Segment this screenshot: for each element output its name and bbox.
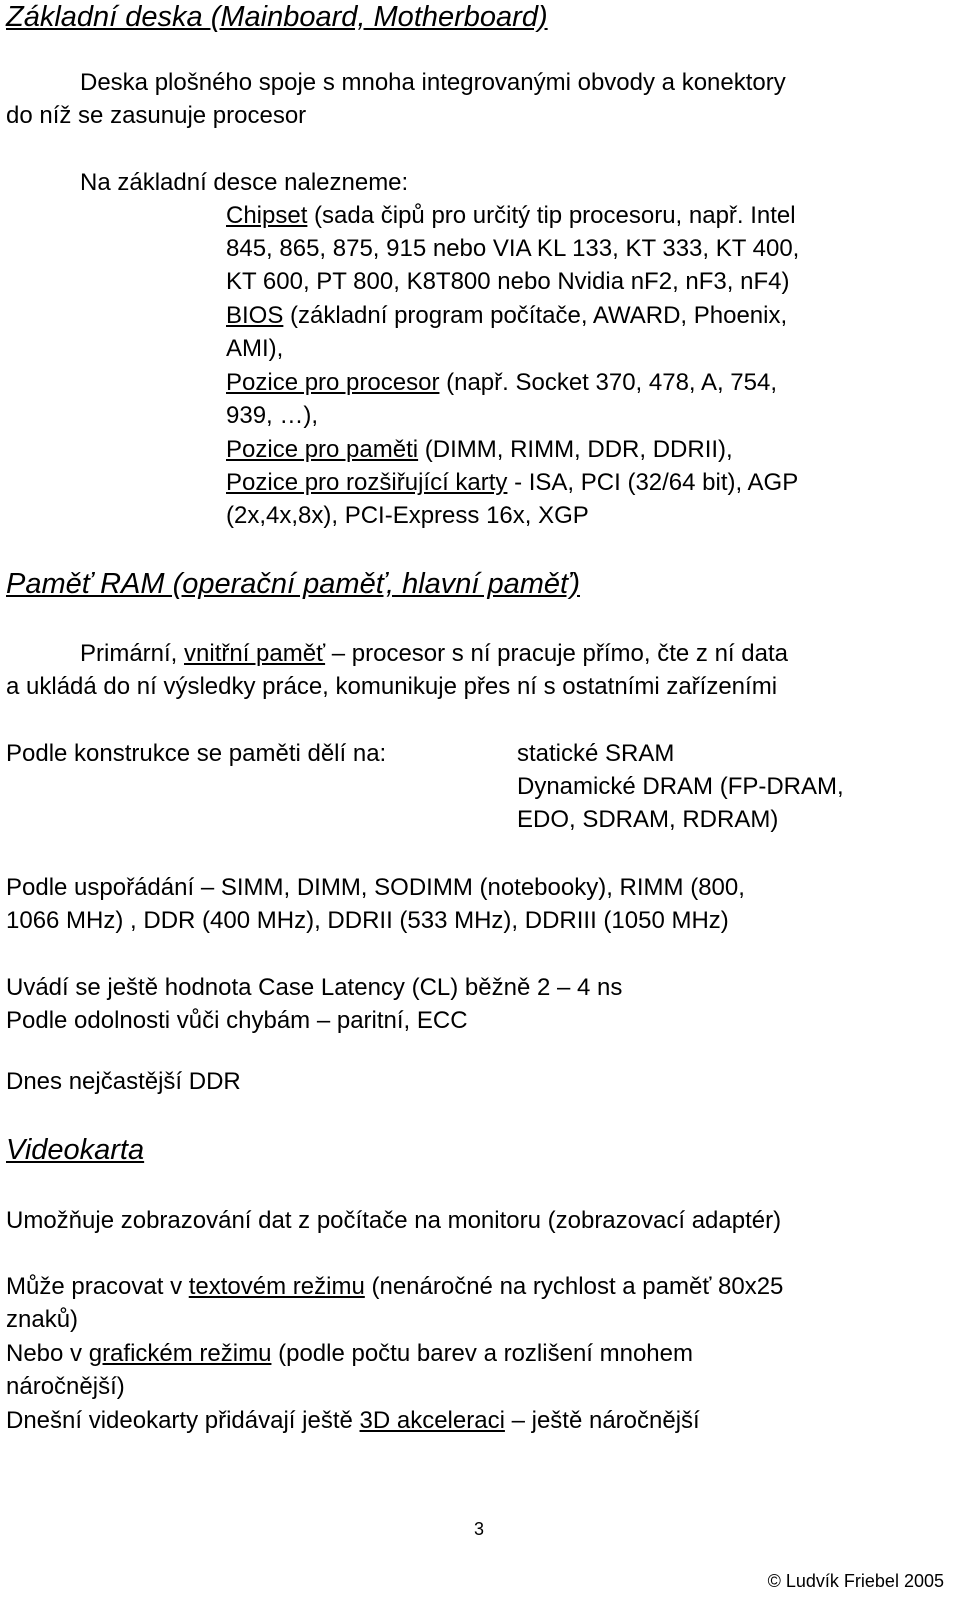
- construction-item-3: EDO, SDRAM, RDRAM): [517, 806, 779, 833]
- text-mode-line-2: znaků): [6, 1306, 79, 1333]
- heading-mainboard: Základní deska (Mainboard, Motherboard): [6, 1, 548, 33]
- cpu-socket-term: Pozice pro procesor: [226, 369, 440, 396]
- case-latency-line: Uvádí se ještě hodnota Case Latency (CL) běžně 2 – 4 ns: [6, 974, 623, 1001]
- cpu-socket-line-1: [226, 366, 777, 399]
- expansion-slot-desc-1: - ISA, PCI (32/64 bit), AGP: [507, 469, 799, 496]
- expansion-slot-term: Pozice pro rozšiřující karty: [226, 469, 508, 496]
- expansion-slot-line-1: [226, 466, 798, 499]
- text-mode-a: Může pracovat v: [6, 1273, 189, 1300]
- graphic-mode-line-2: náročnější): [6, 1373, 125, 1400]
- most-common-line: Dnes nejčastější DDR: [6, 1068, 241, 1095]
- construction-item-1: statické SRAM: [517, 740, 675, 767]
- acceleration-a: Dnešní videokarty přidávají ještě: [6, 1407, 360, 1434]
- graphic-mode-b: (podle počtu barev a rozlišení mnohem: [271, 1340, 693, 1367]
- bios-desc-1: (základní program počítače, AWARD, Phoenix,: [283, 302, 788, 329]
- memory-slot-line: [226, 433, 733, 466]
- memory-slot-desc: (DIMM, RIMM, DDR, DDRII),: [418, 436, 733, 463]
- list-intro: Na základní desce nalezneme:: [80, 169, 409, 196]
- ram-desc-line-1: [80, 637, 788, 670]
- chipset-line-2: 845, 865, 875, 915 nebo VIA KL 133, KT 333, KT 400,: [226, 235, 800, 262]
- error-resistance-line: Podle odolnosti vůči chybám – paritní, ECC: [6, 1007, 468, 1034]
- page-number: 3: [474, 1519, 485, 1539]
- arrangement-line-1: Podle uspořádání – SIMM, DIMM, SODIMM (notebooky), RIMM (800,: [6, 874, 745, 901]
- arrangement-line-2: 1066 MHz) , DDR (400 MHz), DDRII (533 MHz), DDRIII (1050 MHz): [6, 907, 729, 934]
- intro-line-1: Deska plošného spoje s mnoha integrovanými obvody a konektory: [80, 69, 786, 96]
- cpu-socket-desc-1: (např. Socket 370, 478, A, 754,: [439, 369, 777, 396]
- bios-line-2: AMI),: [226, 335, 284, 362]
- heading-videokarta: Videokarta: [6, 1134, 145, 1166]
- chipset-line-3: KT 600, PT 800, K8T800 nebo Nvidia nF2, nF3, nF4): [226, 268, 790, 295]
- acceleration-term: 3D akceleraci: [359, 1407, 505, 1434]
- video-desc-line: Umožňuje zobrazování dat z počítače na monitoru (zobrazovací adaptér): [6, 1207, 782, 1234]
- chipset-line-1: [226, 199, 796, 232]
- acceleration-b: – ještě náročnější: [504, 1407, 700, 1434]
- graphic-mode-term: grafickém režimu: [88, 1340, 272, 1367]
- expansion-slot-line-2: (2x,4x,8x), PCI-Express 16x, XGP: [226, 502, 589, 529]
- bios-line-1: [226, 299, 787, 332]
- construction-item-2: Dynamické DRAM (FP-DRAM,: [517, 773, 844, 800]
- text-mode-b: (nenáročné na rychlost a paměť 80x25: [364, 1273, 784, 1300]
- ram-desc-line-2: a ukládá do ní výsledky práce, komunikuje přes ní s ostatními zařízeními: [6, 673, 778, 700]
- chipset-term: Chipset: [226, 202, 308, 229]
- acceleration-line: [6, 1404, 700, 1437]
- construction-label: Podle konstrukce se paměti dělí na:: [6, 740, 387, 767]
- bios-term: BIOS: [226, 302, 284, 329]
- copyright-note: © Ludvík Friebel 2005: [767, 1571, 944, 1591]
- text-mode-line-1: [6, 1270, 783, 1303]
- cpu-socket-line-2: 939, …),: [226, 402, 319, 429]
- memory-slot-term: Pozice pro paměti: [226, 436, 419, 463]
- graphic-mode-a: Nebo v: [6, 1340, 89, 1367]
- ram-desc-b: – procesor s ní pracuje přímo, čte z ní data: [325, 640, 788, 667]
- internal-memory-term: vnitřní paměť: [184, 640, 326, 667]
- heading-ram: Paměť RAM (operační paměť, hlavní paměť): [6, 568, 580, 600]
- intro-line-2: do níž se zasunuje procesor: [6, 102, 307, 129]
- chipset-desc-1: (sada čipů pro určitý tip procesoru, např. Intel: [307, 202, 796, 229]
- text-mode-term: textovém režimu: [188, 1273, 365, 1300]
- graphic-mode-line-1: [6, 1337, 693, 1370]
- ram-desc-a: Primární,: [80, 640, 185, 667]
